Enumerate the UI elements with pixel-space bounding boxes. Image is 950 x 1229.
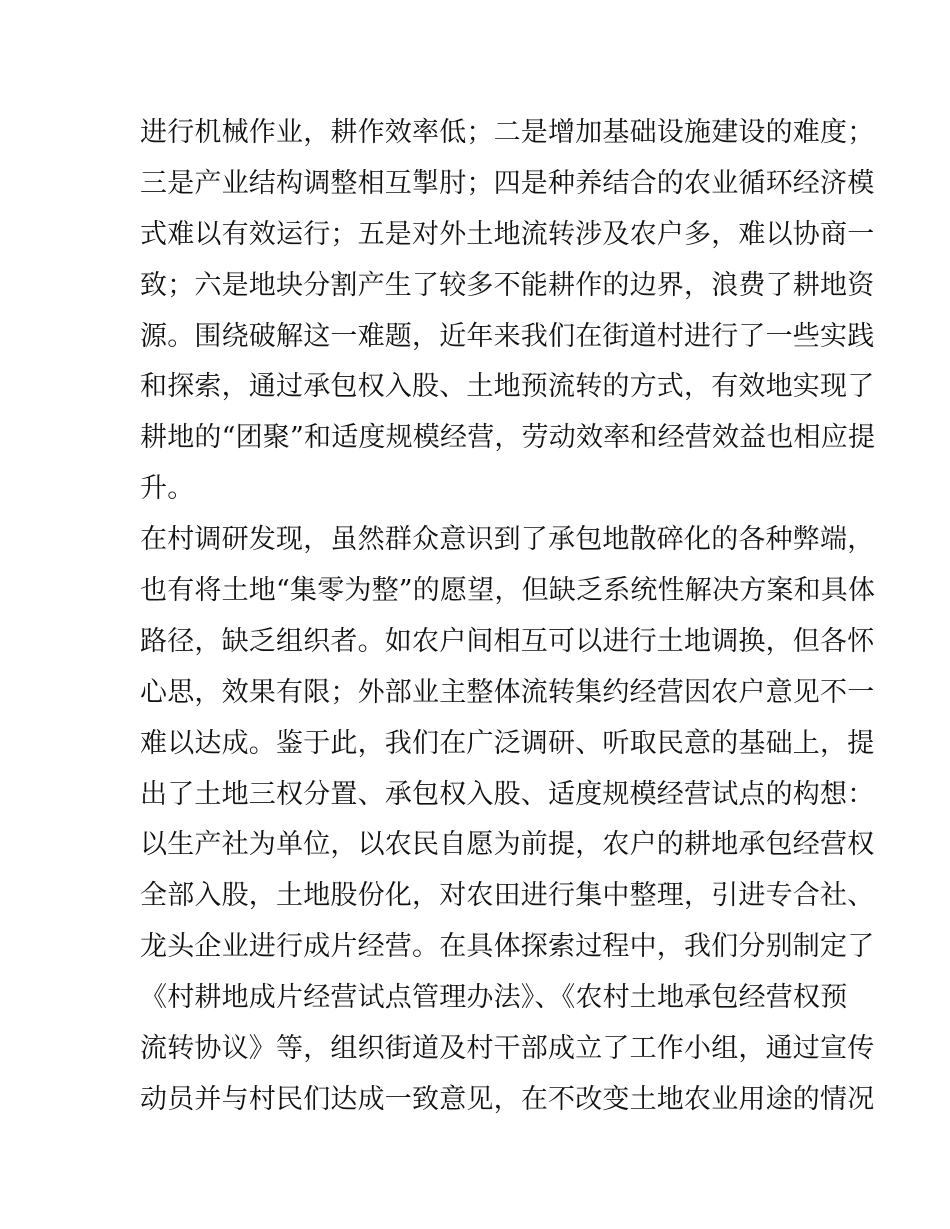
text-line: 耕地的“团聚”和适度规模经营，劳动效率和经营效益也相应提 [140,422,876,454]
text-line: 动员并与村民们达成一致意见，在不改变土地农业用途的情况 [140,1083,875,1115]
text-line: 龙头企业进行成片经营。在具体探索过程中，我们分别制定了 [140,931,875,963]
text-line: 和探索，通过承包权入股、土地预流转的方式，有效地实现了 [140,371,875,403]
text-line: 式难以有效运行；五是对外土地流转涉及农户多，难以协商一 [140,218,875,250]
text-line: 三是产业结构调整相互掣肘；四是种养结合的农业循环经济模 [140,167,875,199]
text-line: 也有将土地“集零为整”的愿望，但缺乏系统性解决方案和具体 [140,575,876,607]
text-line: 全部入股，土地股份化，对农田进行集中整理，引进专合社、 [140,880,875,912]
text-line: 源。围绕破解这一难题，近年来我们在街道村进行了一些实践 [140,320,875,352]
text-line: 《村耕地成片经营试点管理办法》、《农村土地承包经营权预 [140,982,848,1014]
text-line: 进行机械作业，耕作效率低；二是增加基础设施建设的难度； [140,117,875,148]
text-line: 难以达成。鉴于此，我们在广泛调研、听取民意的基础上，提 [140,727,875,759]
text-line: 流转协议》等，组织街道及村干部成立了工作小组，通过宣传 [140,1033,875,1065]
text-line: 升。 [140,473,195,505]
body-text [140,108,876,1126]
text-line: 出了土地三权分置、承包权入股、适度规模经营试点的构想： [140,778,875,810]
text-line: 以生产社为单位，以农民自愿为前提，农户的耕地承包经营权 [140,829,875,861]
text-line: 路径，缺乏组织者。如农户间相互可以进行土地调换，但各怀 [140,625,875,657]
text-line: 在村调研发现，虽然群众意识到了承包地散碎化的各种弊端， [140,524,875,556]
text-line: 致；六是地块分割产生了较多不能耕作的边界，浪费了耕地资 [140,269,875,301]
text-line: 心思，效果有限；外部业主整体流转集约经营因农户意见不一 [140,676,875,708]
